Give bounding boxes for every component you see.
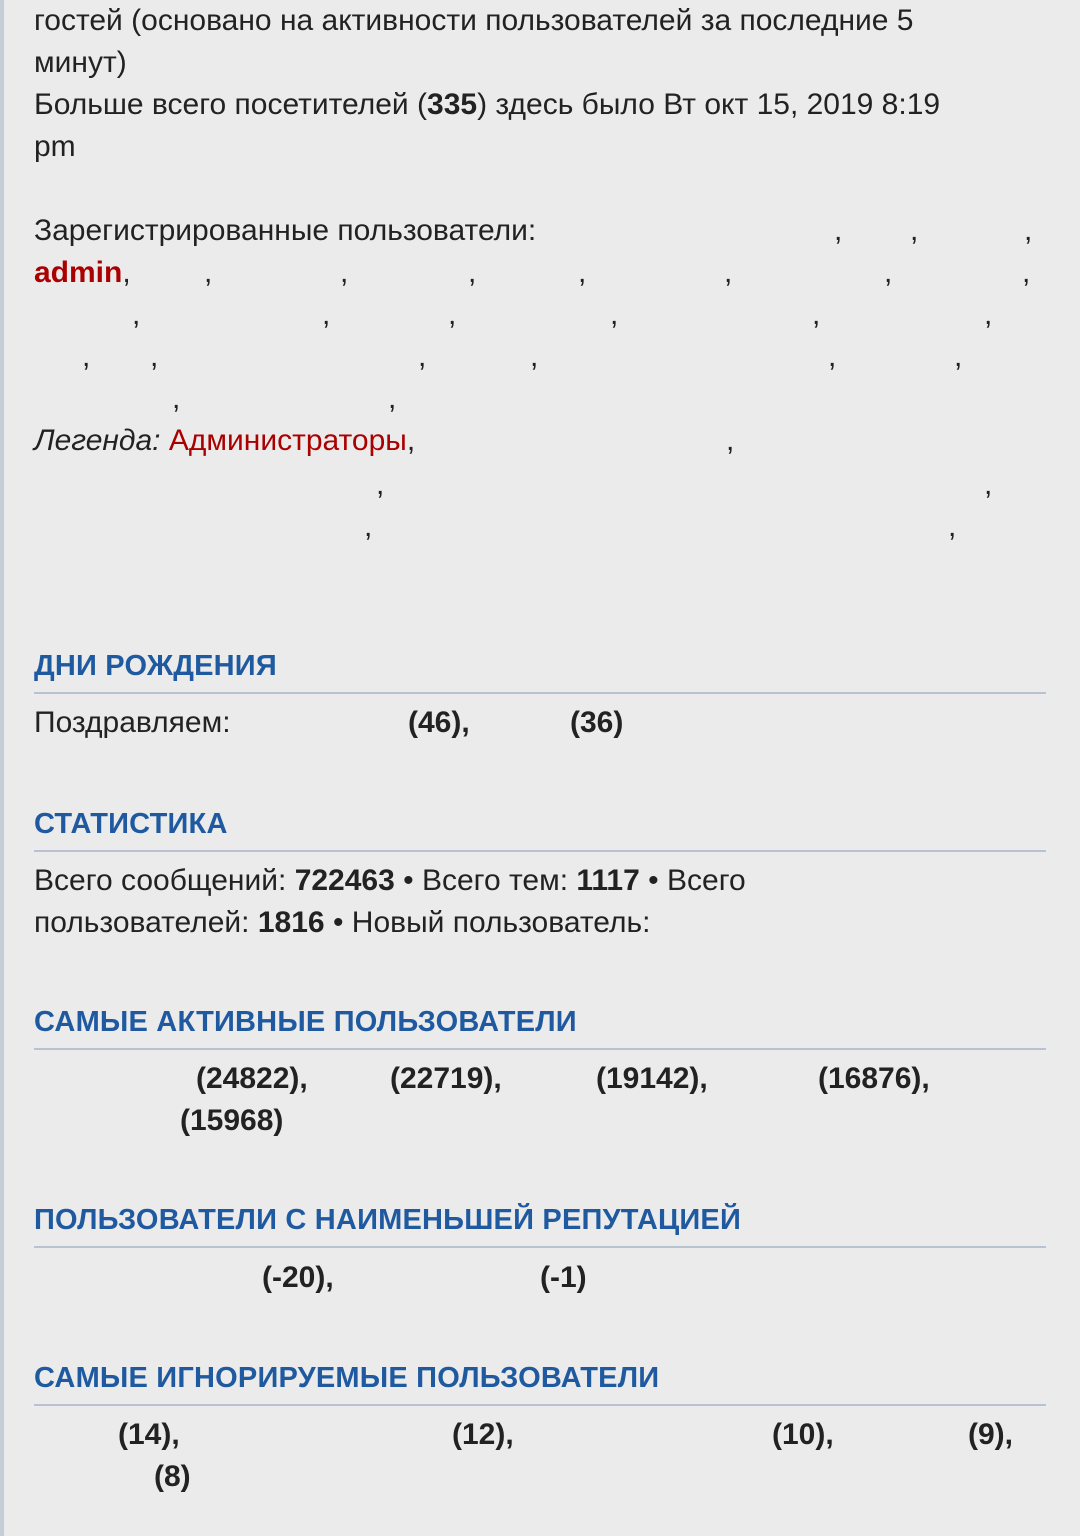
most-ignored-value-4: (9), bbox=[968, 1418, 1013, 1451]
separator-comma: , bbox=[984, 468, 993, 501]
birthday-age-1: (46), bbox=[408, 706, 470, 739]
separator-comma: , bbox=[376, 468, 385, 501]
separator-comma: , bbox=[204, 256, 213, 289]
separator-comma: , bbox=[340, 256, 349, 289]
separator-comma: , bbox=[388, 382, 397, 415]
record-visitors bbox=[34, 84, 940, 126]
separator-comma: , bbox=[530, 340, 539, 373]
most-active-value-5: (15968) bbox=[180, 1104, 284, 1137]
stats-newest-label: • Новый пользователь: bbox=[332, 906, 651, 939]
separator-comma: , bbox=[172, 382, 181, 415]
stats-users-value: 1816 bbox=[257, 906, 325, 939]
separator-comma: , bbox=[828, 340, 837, 373]
record-count: 335 bbox=[427, 88, 478, 121]
separator-comma: , bbox=[1022, 256, 1031, 289]
separator-comma: , bbox=[610, 298, 619, 331]
separator-comma: , bbox=[726, 424, 735, 457]
separator-comma: , bbox=[448, 298, 457, 331]
separator-comma: , bbox=[948, 510, 957, 543]
separator-comma: , bbox=[910, 214, 919, 247]
record-prefix: Больше всего посетителей ( bbox=[34, 88, 428, 121]
most-ignored-value-5: (8) bbox=[154, 1460, 191, 1493]
most-ignored-section-title: САМЫЕ ИГНОРИРУЕМЫЕ ПОЛЬЗОВАТЕЛИ bbox=[34, 1358, 1046, 1406]
stats-topics-label: • Всего тем: bbox=[403, 864, 569, 897]
stats-users-label-1: • Всего bbox=[648, 864, 746, 897]
separator-comma: , bbox=[954, 340, 963, 373]
left-border bbox=[0, 0, 4, 1536]
legend-label: Легенда: bbox=[34, 424, 161, 457]
separator-comma: , bbox=[322, 298, 331, 331]
record-suffix-2: pm bbox=[34, 130, 76, 163]
separator-comma: , bbox=[82, 340, 91, 373]
most-active-value-4: (16876), bbox=[818, 1062, 930, 1095]
stats-topics-value: 1117 bbox=[576, 864, 640, 897]
most-ignored-value-3: (10), bbox=[772, 1418, 834, 1451]
separator-comma: , bbox=[132, 298, 141, 331]
admin-user-row: admin, bbox=[34, 256, 131, 289]
registered-users-label: Зарегистрированные пользователи: bbox=[34, 214, 537, 247]
lowest-rep-value-2: (-1) bbox=[540, 1261, 587, 1294]
separator-comma: , bbox=[1024, 214, 1033, 247]
birthdays-label: Поздравляем: bbox=[34, 706, 231, 739]
separator-comma: , bbox=[834, 214, 843, 247]
most-active-value-1: (24822), bbox=[196, 1062, 308, 1095]
birthdays-section-title: ДНИ РОЖДЕНИЯ bbox=[34, 646, 1046, 694]
separator-comma: , bbox=[724, 256, 733, 289]
separator-comma: , bbox=[578, 256, 587, 289]
most-active-value-2: (22719), bbox=[390, 1062, 502, 1095]
most-ignored-value-2: (12), bbox=[452, 1418, 514, 1451]
birthday-age-2: (36) bbox=[570, 706, 624, 739]
legend-row: Легенда: Администраторы, bbox=[34, 424, 416, 457]
most-active-section-title: САМЫЕ АКТИВНЫЕ ПОЛЬЗОВАТЕЛИ bbox=[34, 1002, 1046, 1050]
stats-posts-value: 722463 bbox=[294, 864, 395, 897]
online-text-line-2: минут) bbox=[34, 46, 127, 79]
lowest-rep-value-1: (-20), bbox=[262, 1261, 334, 1294]
lowest-reputation-section-title: ПОЛЬЗОВАТЕЛИ С НАИМЕНЬШЕЙ РЕПУТАЦИЕЙ bbox=[34, 1200, 1046, 1248]
stats-users-label-2: пользователей: bbox=[34, 906, 250, 939]
admin-user-link[interactable]: admin bbox=[34, 256, 123, 289]
stats-posts-label: Всего сообщений: bbox=[34, 864, 287, 897]
separator-comma: , bbox=[884, 256, 893, 289]
separator-comma: , bbox=[468, 256, 477, 289]
separator-comma: , bbox=[812, 298, 821, 331]
separator-comma: , bbox=[364, 510, 373, 543]
stats-line-1 bbox=[34, 860, 746, 902]
separator-comma: , bbox=[150, 340, 159, 373]
record-suffix: ) здесь было Вт окт 15, 2019 8:19 bbox=[477, 88, 941, 121]
most-active-value-3: (19142), bbox=[596, 1062, 708, 1095]
online-text-line-1: гостей (основано на активности пользователей за последние 5 bbox=[34, 4, 914, 37]
most-ignored-value-1: (14), bbox=[118, 1418, 180, 1451]
separator-comma: , bbox=[418, 340, 427, 373]
separator-comma: , bbox=[984, 298, 993, 331]
stats-line-2 bbox=[34, 902, 650, 944]
legend-administrators-link[interactable]: Администраторы bbox=[168, 424, 407, 457]
statistics-section-title: СТАТИСТИКА bbox=[34, 804, 1046, 852]
